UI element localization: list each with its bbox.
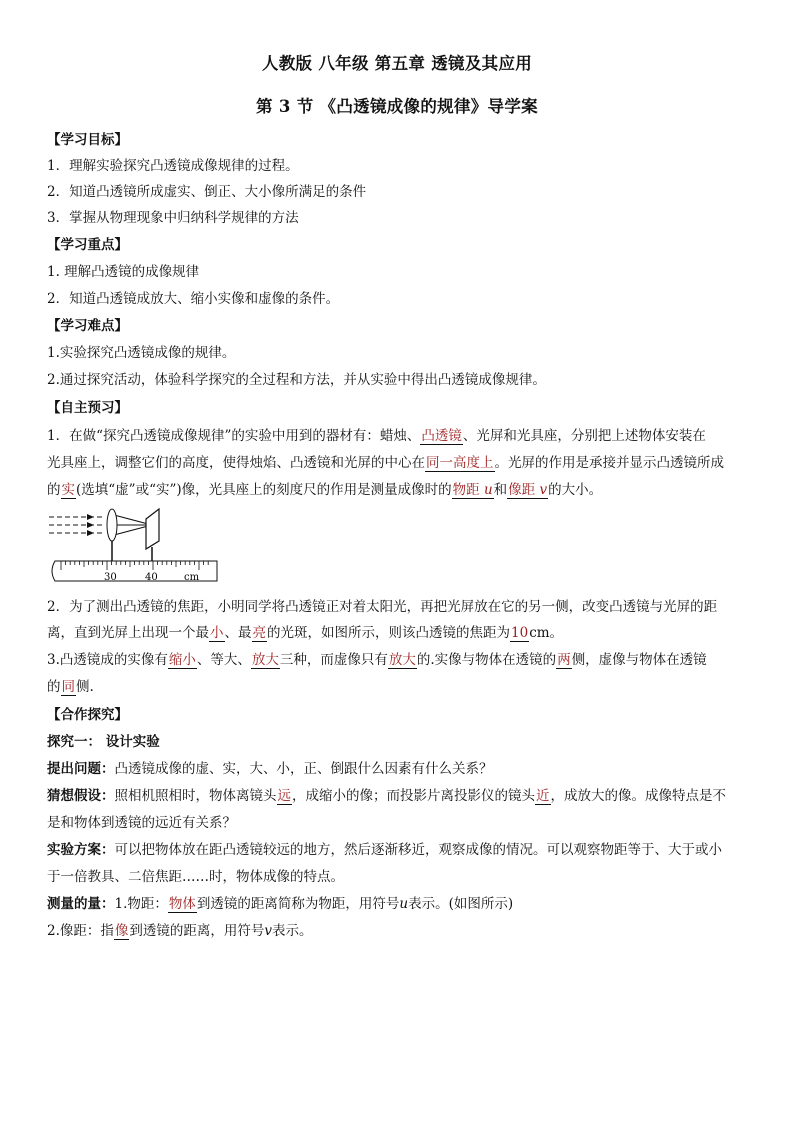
preview-q1-line3 [47, 480, 757, 500]
arrow-icon [87, 514, 94, 520]
answer-blank: 同 [61, 679, 75, 695]
explore-heading: 【合作探究】 [47, 707, 128, 723]
answer-blank: 物体 [168, 896, 196, 912]
keypoints-heading: 【学习重点】 [47, 237, 128, 253]
text: 2.像距：指 [47, 923, 114, 939]
text: 。光屏的作用是承接并显示凸透镜所成 [494, 455, 724, 471]
text: 到透镜的距离，用符号 [129, 923, 265, 939]
text: 、等大、 [196, 652, 251, 668]
text: 1.物距： [114, 896, 168, 912]
keypoint-item: 2．知道凸透镜成放大、缩小实像和虚像的条件。 [47, 291, 340, 307]
preview-q1-line1 [47, 426, 757, 446]
label: 实验方案： [47, 842, 115, 858]
goal-item: 1．理解实验探究凸透镜成像规律的过程。 [47, 158, 299, 174]
preview-heading: 【自主预习】 [47, 400, 128, 416]
answer-blank: 实 [61, 482, 75, 498]
symbol-u: u [483, 482, 493, 498]
plan-line2: 于一倍教具、二倍焦距……时，物体成像的特点。 [47, 869, 344, 885]
text: 的.实像与物体在透镜的 [416, 652, 557, 668]
answer-blank: 小 [210, 625, 224, 641]
text: 侧，虚像与物体在透镜 [571, 652, 707, 668]
answer-blank: 像 [114, 923, 129, 939]
text: 凸透镜成像的虚、实，大、小，正、倒跟什么因素有什么关系？ [114, 761, 493, 777]
difficulty-item: 2.通过探究活动，体验科学探究的全过程和方法，并从实验中得出凸透镜成像规律。 [47, 372, 546, 388]
text: 1．在做“探究凸透镜成像规律”的实验中用到的器材有：蜡烛、 [47, 428, 421, 444]
text: 物距 [452, 482, 480, 498]
answer-blank: 10 [511, 625, 529, 641]
text: (选填“虚”或“实”)像，光具座上的刻度尺的作用是测量成像时的 [76, 482, 452, 498]
goal-item: 3．掌握从物理现象中归纳科学规律的方法 [47, 210, 299, 226]
symbol-v: v [539, 482, 548, 498]
answer-blank: 两 [557, 652, 571, 668]
answer-blank: 亮 [252, 625, 266, 641]
text: 离，直到光屏上出现一个最 [47, 625, 209, 641]
preview-q2-line1: 2．为了测出凸透镜的焦距，小明同学将凸透镜正对着太阳光，再把光屏放在它的另一侧，改变凸透镜与光屏的距 [47, 599, 718, 615]
difficulty-item: 1.实验探究凸透镜成像的规律。 [47, 345, 236, 361]
text: 侧. [76, 679, 94, 695]
preview-q2-line2 [47, 623, 757, 643]
text: 的 [47, 482, 61, 498]
answer-blank: 放大 [388, 652, 416, 668]
answer-blank: 远 [277, 788, 291, 804]
text: 的光斑，如图所示，则该凸透镜的焦距为 [267, 625, 510, 641]
preview-q1-line2 [47, 453, 757, 473]
preview-q3-line1 [47, 650, 757, 670]
goal-item: 2．知道凸透镜所成虚实、倒正、大小像所满足的条件 [47, 184, 367, 200]
text: 和 [493, 482, 508, 498]
focal-length-figure [47, 503, 227, 589]
question-line [47, 759, 757, 779]
label: 猜想假设： [47, 788, 115, 804]
text: cm。 [529, 625, 564, 641]
hypothesis-line1 [47, 786, 757, 806]
goals-heading: 【学习目标】 [47, 132, 128, 148]
label: 测量的量： [47, 896, 115, 912]
arrow-icon [87, 522, 94, 528]
text: 表示。 [272, 923, 313, 939]
convex-lens-icon [107, 509, 117, 541]
answer-blank: 缩小 [168, 652, 196, 668]
answer-blank: 近 [536, 788, 550, 804]
label: 提出问题： [47, 761, 115, 777]
answer-blank: 凸透镜 [421, 428, 462, 444]
keypoint-item: 1. 理解凸透镜的成像规律 [47, 264, 200, 280]
section-title: 第 3 节 《凸透镜成像的规律》导学案 [256, 97, 538, 116]
arrow-icon [87, 530, 94, 536]
symbol-v: v [264, 923, 273, 939]
text: 可以把物体放在距凸透镜较远的地方，然后逐渐移近，观察成像的情况。可以观察物距等于、大于或小 [114, 842, 722, 858]
text: 、光屏和光具座，分别把上述物体安装在 [462, 428, 706, 444]
text: ，成放大的像。成像特点是不 [550, 788, 726, 804]
plan-line1 [47, 840, 757, 860]
answer-blank: 同一高度上 [426, 455, 494, 471]
hypothesis-line2: 是和物体到透镜的远近有关系？ [47, 815, 236, 831]
text: 表示。(如图所示) [408, 896, 514, 912]
difficulties-heading: 【学习难点】 [47, 318, 128, 334]
text: 光具座上，调整它们的高度，使得烛焰、凸透镜和光屏的中心在 [47, 455, 425, 471]
unit-label: cm [184, 572, 200, 583]
symbol-u: u [399, 896, 409, 912]
answer-blank [507, 482, 548, 499]
measure-line1 [47, 894, 757, 914]
measure-line2 [47, 921, 757, 941]
text: ，成缩小的像；而投影片离投影仪的镜头 [292, 788, 535, 804]
tick-label: 40 [145, 572, 158, 583]
answer-blank: 放大 [251, 652, 279, 668]
text: 到透镜的距离简称为物距，用符号 [196, 896, 400, 912]
text: 的 [47, 679, 61, 695]
text: 3.凸透镜成的实像有 [47, 652, 168, 668]
text: 照相机照相时，物体离镜头 [114, 788, 277, 804]
explore-sub1: 探究一： 设计实验 [47, 734, 160, 750]
text: 像距 [508, 482, 536, 498]
text: 三种，而虚像只有 [279, 652, 388, 668]
preview-q3-line2 [47, 677, 757, 697]
document-title: 人教版 八年级 第五章 透镜及其应用 [261, 54, 533, 73]
tick-label: 30 [104, 572, 117, 583]
answer-blank [452, 482, 494, 499]
screen-icon [146, 509, 159, 549]
text: 的大小。 [548, 482, 603, 498]
text: 、最 [224, 625, 252, 641]
